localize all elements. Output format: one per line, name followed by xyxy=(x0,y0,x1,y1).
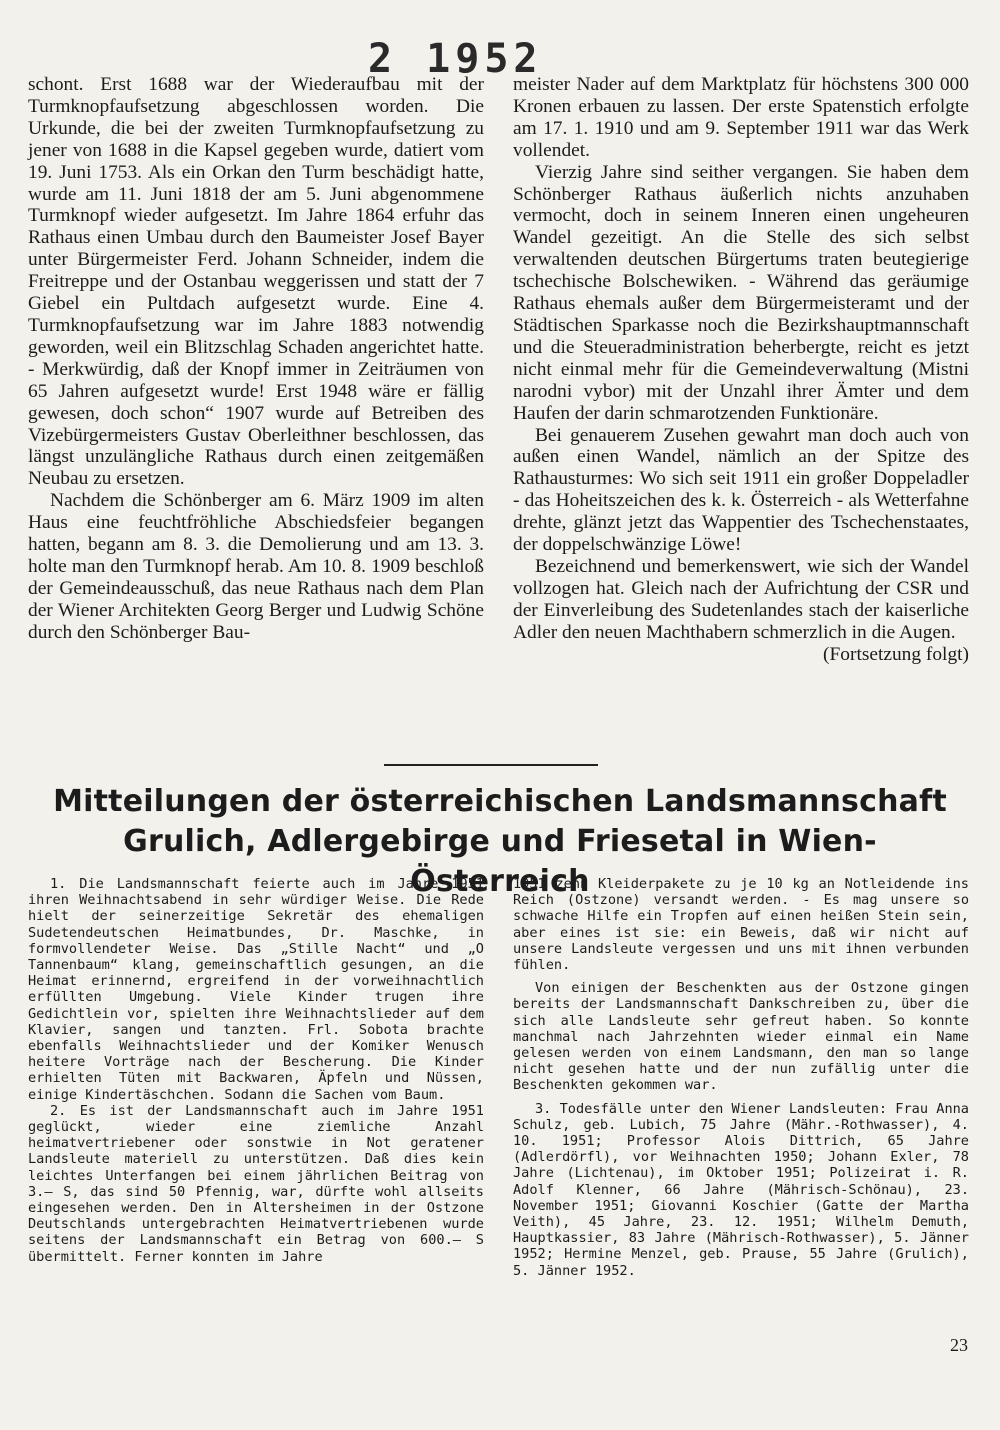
section-heading-line-1: Mitteilungen der österreichischen Landsmannschaft xyxy=(53,784,947,819)
article-paragraph: Bei genauerem Zusehen gewahrt man doch auch von außen einen Wandel, nämlich an der Spitze des Rathausturmes: Wo sich seit 1911 ein großer Doppeladler - das Hoheitszeichen des k. k. Österreich - als Wetterfahne drehte, glänzt jetzt das Wappentier des Tschechenstaates, der doppelschwänzige Löwe! xyxy=(513,424,969,556)
article-column-left xyxy=(28,74,484,644)
section-divider xyxy=(384,764,598,766)
notice-paragraph: Von einigen der Beschenkten aus der Ostzone gingen bereits der Landsmannschaft Dankschreiben zu, über die sich alle Landsleute sehr gefreut haben. So konnte manchmal nach Jahrzehnten wieder einmal ein Name gelesen werden von einem Landsmann, den man so lange nicht gesehen hatte und der nun zufällig unter die Beschenkten gekommen war. xyxy=(513,980,969,1094)
article-paragraph: Bezeichnend und bemerkenswert, wie sich der Wandel vollzogen hat. Gleich nach der Aufrichtung der CSR und der Einverleibung des Sudetenlandes stach der kaiserliche Adler den neuen Machthabern schmerzlich in die Augen. xyxy=(513,555,969,643)
article-column-right xyxy=(513,74,969,665)
notice-paragraph: 1. Die Landsmannschaft feierte auch im Jahre 1951 ihren Weihnachtsabend in sehr würdiger Weise. Die Rede hielt der seinerzeitige Sekretär des ehemaligen Sudetendeutschen Heimatbundes, Dr. Maschke, in formvollendeter Weise. Das „Stille Nacht“ und „O Tannenbaum“ klang, gemeinschaftlich gesungen, an die Heimat erinnernd, ergreifend in der vorweihnachtlich erfüllten Umgebung. Viele Kinder trugen ihre Gedichtlein vor, spielten ihre Weihnachtslieder auf dem Klavier, sangen und tanzten. Frl. Sobota brachte ebenfalls Weihnachtslieder und der Komiker Wenusch heitere Vorträge nach der Bescherung. Die Kinder erhielten Tüten mit Backwaren, Äpfeln und Nüssen, einige Kindertäschchen. Sodann die Sachen vom Baum. xyxy=(28,876,484,1103)
notice-column-left xyxy=(28,876,484,1265)
page-number: 23 xyxy=(950,1335,968,1355)
notice-paragraph: 2. Es ist der Landsmannschaft auch im Jahre 1951 geglückt, wieder eine ziemliche Anzahl heimatvertriebener oder sonstwie in Not geratener Landsleute materiell zu unterstützen. Daß dies kein leichtes Unterfangen bei einem jährlichen Beitrag von 3.— S, das sind 50 Pfennig, war, dürfte wohl allseits eingesehen werden. Den in Altersheimen in der Ostzone Deutschlands untergebrachten Heimatvertriebenen wurde seitens der Landsmannschaft ein Betrag von 600.— S übermittelt. Ferner konnten im Jahre xyxy=(28,1102,484,1265)
article-paragraph: Nachdem die Schönberger am 6. März 1909 im alten Haus eine feuchtfröhliche Abschiedsfeier begangen hatten, begann am 8. 3. die Demolierung und am 13. 3. holte man den Turmknopf herab. Am 10. 8. 1909 beschloß der Gemeindeausschuß, das neue Rathaus nach dem Plan der Wiener Architekten Georg Berger und Ludwig Schöne durch den Schönberger Bau- xyxy=(28,490,484,643)
article-paragraph: Vierzig Jahre sind seither vergangen. Sie haben dem Schönberger Rathaus äußerlich nichts anzuhaben vermocht, doch in seinem Inneren einen ungeheuren Wandel gezeitigt. An die Stelle des sich selbst verwaltenden deutschen Bürgertums traten beutegierige tschechische Bolschewiken. - Während das geräumige Rathaus ehemals außer dem Bürgermeisteramt und der Städtischen Sparkasse noch die Bezirkshauptmannschaft und die Steueradministration beherbergte, reicht es jetzt nicht einmal mehr für die Gemeindeverwaltung (Mistni narodni vybor) mit der Unzahl ihrer Ämter und dem Haufen der darin schmarotzenden Funktionäre. xyxy=(513,161,969,424)
notice-paragraph: 3. Todesfälle unter den Wiener Landsleuten: Frau Anna Schulz, geb. Lubich, 75 Jahre (Mähr.-Rothwasser), 4. 10. 1951; Professor Alois Dittrich, 65 Jahre (Adlerdörfl), vor Weihnachten 1950; Johann Exler, 78 Jahre (Lichtenau), im Oktober 1951; Polizeirat i. R. Adolf Klenner, 66 Jahre (Mährisch-Schönau), 23. November 1951; Giovanni Koschier (Gatte der Martha Veith), 45 Jahre, 23. 12. 1951; Wilhelm Demuth, Hauptkassier, 83 Jahre (Mährisch-Rothwasser), 5. Jänner 1952; Hermine Menzel, geb. Prause, 55 Jahre (Grulich), 5. Jänner 1952. xyxy=(513,1100,969,1279)
continuation-note: (Fortsetzung folgt) xyxy=(823,643,969,665)
article-paragraph: meister Nader auf dem Marktplatz für höchstens 300 000 Kronen erbauen zu lassen. Der erste Spatenstich erfolgte am 17. 1. 1910 und am 9. September 1911 war das Werk vollendet. xyxy=(513,74,969,161)
section-heading-line-2: Grulich, Adlergebirge und Friesetal in Wien-Österreich xyxy=(123,824,877,899)
article-paragraph: schont. Erst 1688 war der Wiederaufbau mit der Turmknopfaufsetzung abgeschlossen worden. Die Urkunde, die bei der zweiten Turmknopfaufsetzung zu jener von 1688 in die Kapsel gegeben wurde, datiert vom 19. Juni 1753. Als ein Orkan den Turm beschädigt hatte, wurde am 11. Juni 1818 der am 5. Juni abgenommene Turmknopf wieder aufgesetzt. Im Jahre 1864 erfuhr das Rathaus einen Umbau durch den Baumeister Josef Bayer unter Bürgermeister Ferd. Johann Schneider, indem die Freitreppe und der Ostanbau weggerissen und statt der 7 Giebel ein Pultdach aufgesetzt wurde. Eine 4. Turmknopfaufsetzung war im Jahre 1883 notwendig geworden, weil ein Blitzschlag Schaden angerichtet hatte. - Merkwürdig, daß der Knopf immer in Zeiträumen von 65 Jahren aufgesetzt wurde! Erst 1948 wäre er fällig gewesen, doch schon“ 1907 wurde auf Betreiben des Vizebürgermeisters Gustav Oberleithner beschlossen, das längst unzulängliche Rathaus durch einen zeitgemäßen Neubau zu ersetzen. xyxy=(28,74,484,490)
archive-date-stamp: 2 1952 xyxy=(368,36,543,82)
notice-paragraph: 1951 zehn Kleiderpakete zu je 10 kg an Notleidende ins Reich (Ostzone) versandt werden. - Es mag unsere so schwache Hilfe ein Tropfen auf einen heißen Stein sein, aber eines ist sie: ein Beweis, daß wir nicht auf unsere Landsleute vergessen und uns mit ihnen verbunden fühlen. xyxy=(513,876,969,974)
notice-column-right xyxy=(513,876,969,1279)
